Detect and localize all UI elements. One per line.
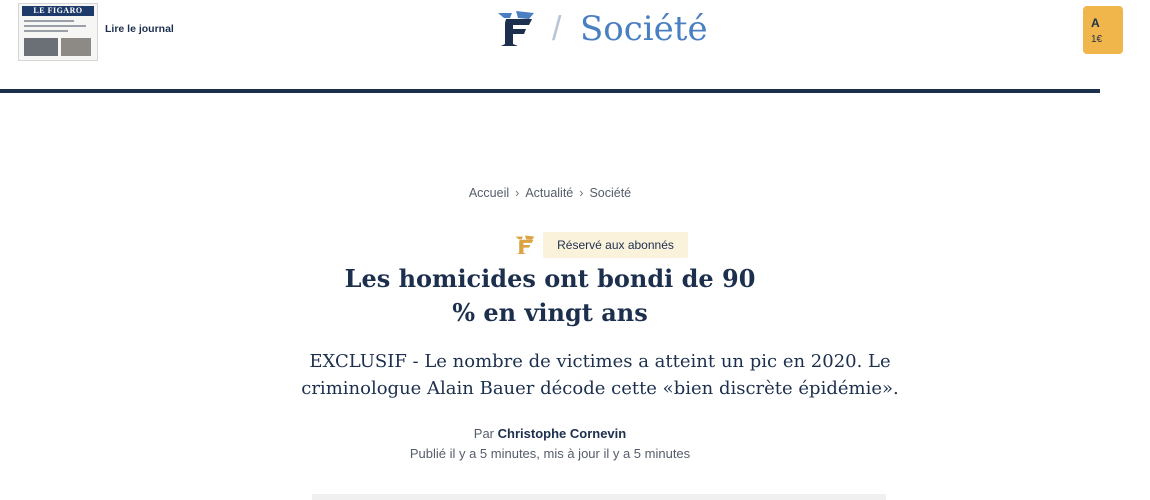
breadcrumb-home[interactable]: Accueil	[468, 186, 510, 200]
title-separator: /	[552, 10, 562, 48]
thumb-line	[24, 20, 74, 22]
subscribe-price: 1€	[1091, 34, 1103, 45]
thumb-line	[24, 25, 86, 27]
section-title[interactable]: Société	[580, 9, 708, 49]
article-standfirst: EXCLUSIF - Le nombre de victimes a atteint un pic en 2020. Le criminologue Alain Bauer décode cette «bien discrète épidémie».	[301, 351, 899, 399]
header-divider	[0, 89, 1100, 93]
subscribe-button[interactable]	[1083, 6, 1123, 54]
thumb-photo	[61, 38, 91, 56]
chevron-right-icon: ›	[515, 186, 520, 200]
thumb-photo	[24, 38, 58, 56]
media-placeholder	[312, 494, 886, 500]
byline-prefix: Par	[473, 426, 495, 441]
newspaper-thumbnail[interactable]	[18, 3, 98, 61]
breadcrumb-societe[interactable]: Société	[589, 186, 632, 200]
author-link[interactable]: Christophe Cornevin	[497, 426, 627, 441]
site-header	[0, 0, 1103, 90]
subscribe-label: A	[1091, 16, 1100, 30]
article-byline	[0, 426, 1150, 441]
newspaper-masthead: LE FIGARO	[22, 6, 94, 16]
breadcrumb-actualite[interactable]: Actualité	[525, 186, 574, 200]
figaro-logo-icon[interactable]	[496, 10, 536, 48]
chevron-right-icon: ›	[579, 186, 584, 200]
publication-dates: Publié il y a 5 minutes, mis à jour il y a 5 minutes	[409, 446, 691, 461]
premium-label: Réservé aux abonnés	[543, 232, 688, 258]
figaro-f-logo-icon	[513, 235, 537, 255]
read-newspaper-link[interactable]: Lire le journal	[105, 23, 174, 35]
breadcrumb	[0, 186, 1100, 200]
article-headline: Les homicides ont bondi de 90 % en vingt ans	[344, 264, 756, 327]
thumb-line	[24, 30, 68, 32]
